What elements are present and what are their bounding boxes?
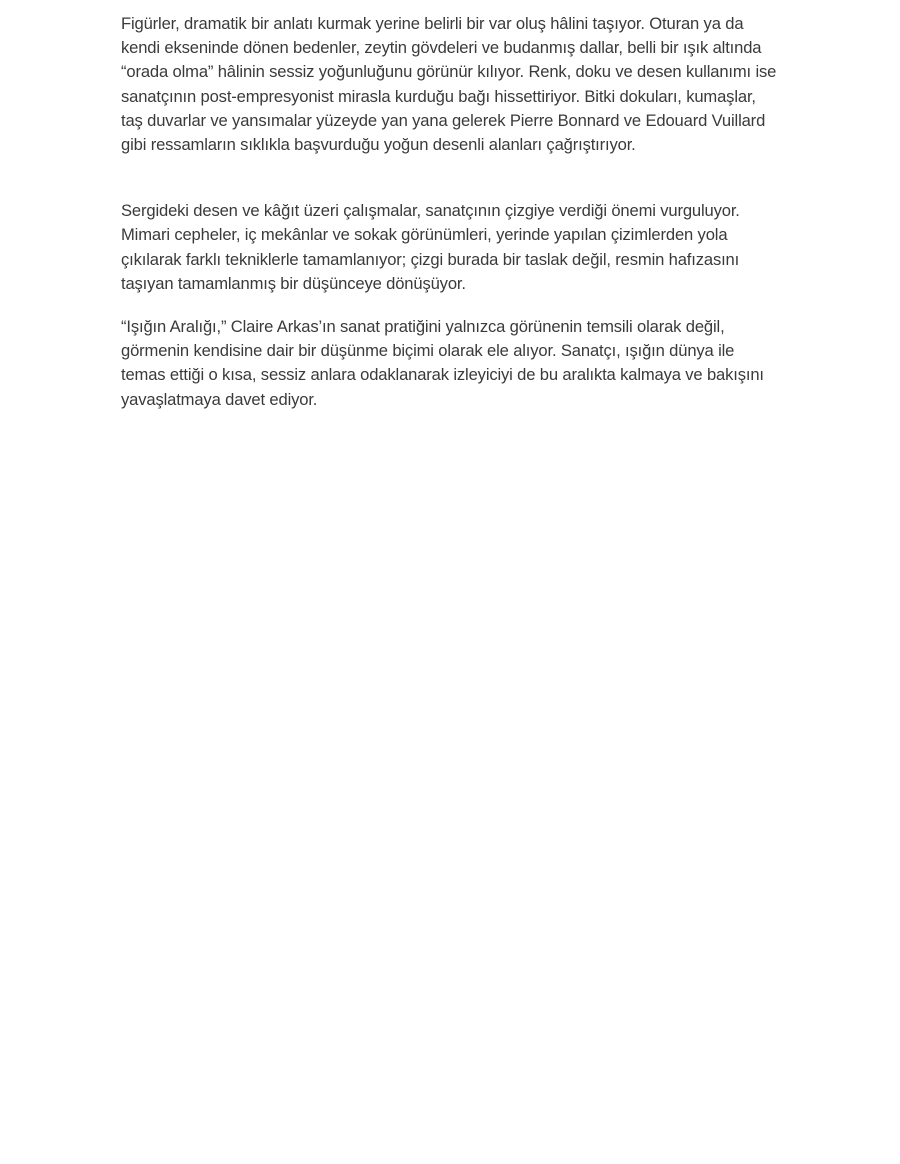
paragraph-exhibition-summary: “Işığın Aralığı,” Claire Arkas’ın sanat pratiğini yalnızca görünenin temsili olarak değil, görmenin kendisine dair bir düşünme biçimi olarak ele alıyor. Sanatçı, ışığın dünya ile temas ettiği o kısa, sessiz anlara odaklanarak izleyiciyi de bu aralıkta kalmaya ve bakışını yavaşlatmaya davet ediyor.: [121, 317, 764, 409]
article-body: [121, 12, 801, 412]
paragraph-figures: Figürler, dramatik bir anlatı kurmak yerine belirli bir var oluş hâlini taşıyor. Oturan ya da kendi ekseninde dönen bedenler, zeytin gövdeleri ve budanmış dallar, belli bir ışık altında “orada olma” hâlinin sessiz yoğunluğunu görünür kılıyor. Renk, doku ve desen kullanımı ise sanatçının post-empresyonist mirasla kurduğu bağı hissettiriyor. Bitki dokuları, kumaşlar, taş duvarlar ve yansımalar yüzeyde yan yana gelerek Pierre Bonnard ve Edouard Vuillard gibi ressamların sıklıkla başvurduğu yoğun desenli alanları çağrıştırıyor.: [121, 14, 777, 155]
paragraph-drawings: Sergideki desen ve kâğıt üzeri çalışmalar, sanatçının çizgiye verdiği önemi vurguluyor. Mimari cepheler, iç mekânlar ve sokak görünümleri, yerinde yapılan çizimlerden yola çıkılarak farklı tekniklerle tamamlanıyor; çizgi burada bir taslak değil, resmin hafızasını taşıyan tamamlanmış bir düşünceye dönüşüyor.: [121, 201, 740, 293]
